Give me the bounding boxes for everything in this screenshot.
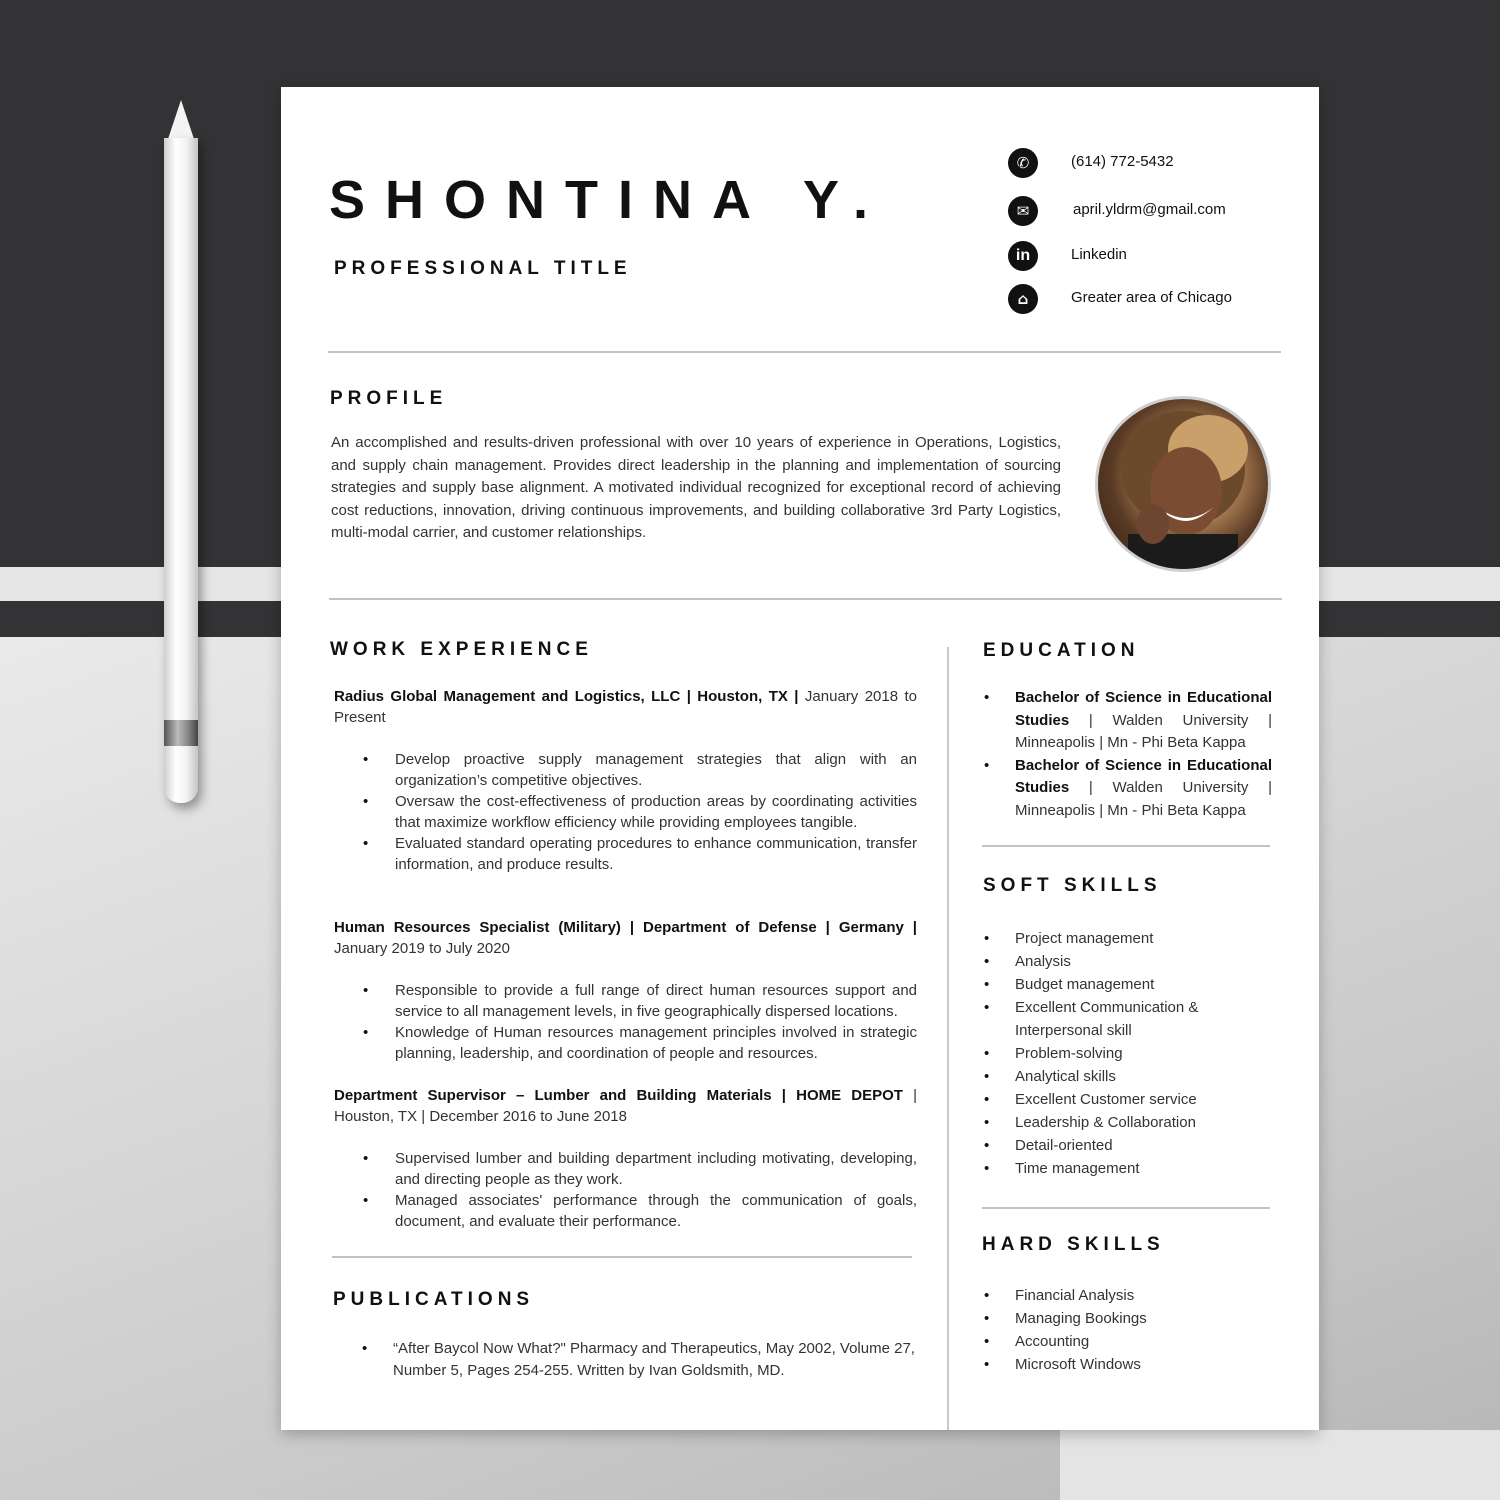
resume-name: SHONTINA Y. [329, 170, 889, 230]
job-bullet: • Responsible to provide a full range of direct human resources support and service to all management levels, in five geographically dispersed locations. [334, 981, 917, 1022]
contact-email-text[interactable]: april.yldrm@gmail.com [1073, 201, 1226, 218]
skill-item: • Accounting [982, 1330, 1272, 1353]
work-experience-heading: WORK EXPERIENCE [330, 639, 593, 660]
contact-location-text: Greater area of Chicago [1071, 289, 1232, 306]
degree-details: | Walden University | Minneapolis | Mn - Phi Beta Kappa [1015, 711, 1272, 751]
contact-location [1008, 284, 1298, 318]
job-bullet: • Develop proactive supply management strategies that align with an organization’s competitive objectives. [334, 750, 917, 791]
skill-item: • Financial Analysis [982, 1284, 1272, 1307]
job-title-company: Department Supervisor – Lumber and Building Materials | HOME DEPOT [334, 1087, 903, 1104]
skill-item: • Analysis [982, 950, 1272, 973]
contact-phone [1008, 148, 1298, 182]
job-entry [334, 687, 917, 875]
publications-heading: PUBLICATIONS [333, 1289, 535, 1310]
linkedin-icon: in [1008, 241, 1038, 271]
soft-skills-list [982, 927, 1272, 1180]
education-item [982, 755, 1272, 823]
job-header [334, 687, 917, 728]
contact-linkedin-text[interactable]: Linkedin [1071, 246, 1127, 263]
skill-item: • Analytical skills [982, 1065, 1272, 1088]
skill-item: • Budget management [982, 973, 1272, 996]
job-bullet: • Supervised lumber and building department including motivating, developing, and directing people as they work. [334, 1149, 917, 1190]
job-bullet: • Evaluated standard operating procedures to enhance communication, transfer information, and produce results. [334, 834, 917, 875]
column-divider [947, 647, 949, 1430]
job-bullets [334, 981, 917, 1064]
skill-item: • Problem-solving [982, 1042, 1272, 1065]
skill-item: • Time management [982, 1157, 1272, 1180]
education-item [982, 687, 1272, 755]
contact-phone-text: (614) 772-5432 [1071, 153, 1174, 170]
section-divider [329, 598, 1282, 600]
section-divider [328, 351, 1281, 353]
skill-item: • Project management [982, 927, 1272, 950]
hard-skills-heading: HARD SKILLS [982, 1234, 1165, 1255]
stylus-body [164, 138, 198, 803]
section-divider [982, 1207, 1270, 1209]
job-bullets [334, 750, 917, 875]
envelope-icon: ✉ [1008, 196, 1038, 226]
profile-text: An accomplished and results-driven professional with over 10 years of experience in Operations, Logistics, and supply chain management. Provides direct leadership in the planning and implementation of sourcing strategies and supply base alignment. A motivated individual recognized for exceptional record of achieving cost reductions, innovation, driving continuous improvements, and building collaborative 3rd Party Logistics, multi-modal carrier, and customer relationships. [331, 434, 1061, 541]
background-paper-corner [1060, 1430, 1500, 1500]
education-list [982, 687, 1272, 822]
job-bullets [334, 1149, 917, 1232]
skill-item: • Microsoft Windows [982, 1353, 1272, 1376]
job-entry [334, 1086, 917, 1232]
degree-details: | Walden University | Minneapolis | Mn - Phi Beta Kappa [1015, 779, 1272, 819]
skill-item: • Detail-oriented [982, 1134, 1272, 1157]
profile-photo [1095, 396, 1271, 572]
degree-name: Bachelor of Science in Educational Studies [1015, 756, 1272, 796]
section-divider [332, 1256, 912, 1258]
job-title-company: Radius Global Management and Logistics, LLC | Houston, TX | [334, 688, 799, 705]
job-bullet: • Managed associates' performance through the communication of goals, document, and evaluate their performance. [334, 1191, 917, 1232]
job-bullet: • Knowledge of Human resources management principles involved in strategic planning, leadership, and coordination of people and resources. [334, 1023, 917, 1064]
job-header [334, 1086, 917, 1127]
job-dates: January 2019 to July 2020 [334, 939, 510, 957]
job-dates: January 2018 to Present [334, 688, 917, 726]
skill-item: • Leadership & Collaboration [982, 1111, 1272, 1134]
job-title-company: Human Resources Specialist (Military) | Department of Defense | Germany | [334, 919, 917, 936]
education-heading: EDUCATION [983, 640, 1140, 661]
stylus-pencil [162, 100, 200, 805]
job-bullet: • Oversaw the cost-effectiveness of production areas by coordinating activities that maximize workflow efficiency while providing employees tangible. [334, 792, 917, 833]
skill-item: • Excellent Customer service [982, 1088, 1272, 1111]
contact-email[interactable] [1008, 196, 1298, 230]
contact-linkedin[interactable] [1008, 241, 1298, 275]
home-icon: ⌂ [1008, 284, 1038, 314]
section-divider [982, 845, 1270, 847]
job-header [334, 918, 917, 959]
publication-item: • “After Baycol Now What?" Pharmacy and Therapeutics, May 2002, Volume 27, Number 5, Pages 254-255. Written by Ivan Goldsmith, MD. [334, 1338, 917, 1382]
hard-skills-list [982, 1284, 1272, 1376]
phone-icon: ✆ [1008, 148, 1038, 178]
job-entry [334, 918, 917, 1064]
resume-page [281, 87, 1319, 1430]
skill-item: • Excellent Communication & Interpersonal skill [982, 996, 1215, 1042]
degree-name: Bachelor of Science in Educational Studies [1015, 689, 1272, 729]
job-dates: | Houston, TX | December 2016 to June 2018 [334, 1087, 917, 1125]
profile-heading: PROFILE [330, 388, 448, 409]
professional-title: PROFESSIONAL TITLE [334, 258, 632, 279]
stylus-band [164, 720, 198, 746]
soft-skills-heading: SOFT SKILLS [983, 875, 1162, 896]
stylus-tip [167, 100, 195, 142]
skill-item: • Managing Bookings [982, 1307, 1272, 1330]
portrait-illustration [1098, 399, 1268, 569]
publications-list [334, 1338, 917, 1382]
